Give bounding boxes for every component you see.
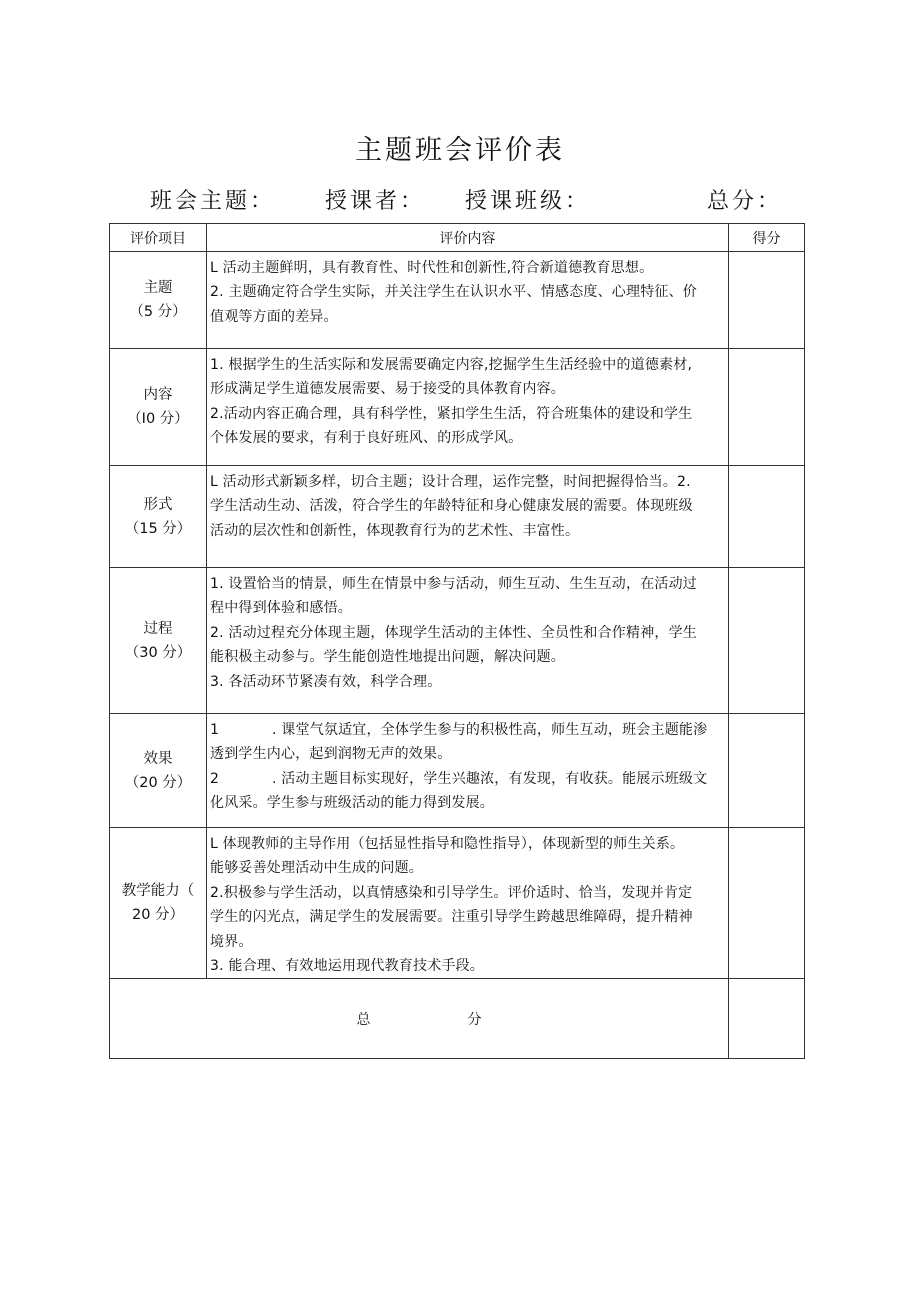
content-line: 透到学生内心，起到润物无声的效果。: [210, 746, 452, 763]
table-row-theme: [110, 252, 805, 349]
item-points: （20 分）: [124, 774, 192, 791]
content-line: [210, 767, 728, 791]
item-points: （30 分）: [124, 644, 192, 661]
content-cell: [207, 714, 729, 828]
total-label-cell: [110, 979, 729, 1059]
page-title: 主题班会评价表: [355, 135, 565, 166]
item-points: 20 分）: [131, 907, 185, 924]
content-line: 学生的闪光点，满足学生的发展需要。注重引导学生跨越思维障碍，提升精神: [210, 909, 693, 926]
total-char-2: 分: [467, 1011, 482, 1028]
header-item: 评价项目: [110, 224, 207, 252]
item-cell: [110, 568, 207, 714]
content-line: 化风采。学生参与班级活动的能力得到发展。: [210, 795, 494, 812]
content-cell: [207, 252, 729, 349]
content-line: 能积极主动参与。学生能创造性地提出问题，解决问题。: [210, 649, 565, 666]
item-name: 教学能力（: [121, 883, 195, 900]
content-line: 境界。: [210, 933, 253, 950]
item-name: 内容: [143, 387, 173, 403]
class-label: 授课班级：: [465, 189, 591, 214]
content-line: L 活动形式新颖多样，切合主题；设计合理，运作完整，时间把握得恰当。2.: [210, 474, 691, 490]
content-line: 程中得到体验和感悟。: [210, 600, 352, 617]
content-cell: [207, 466, 729, 568]
content-line: L 体现教师的主导作用（包括显性指导和隐性指导），体现新型的师生关系。: [210, 836, 685, 852]
list-number: 2: [210, 770, 220, 787]
content-line: 个体发展的要求，有利于良好班风、的形成学风。: [210, 430, 523, 447]
table-row-total: [110, 979, 805, 1059]
content-line: 3. 能合理、有效地运用现代教育技术手段。: [210, 958, 485, 975]
total-char-1: 总: [356, 1011, 371, 1028]
content-line: L 活动主题鲜明，具有教育性、时代性和创新性,符合新道德教育思想。: [210, 260, 654, 276]
content-cell: [207, 828, 729, 979]
item-name: 过程: [143, 620, 173, 637]
content-line: 值观等方面的差异。: [210, 308, 338, 325]
content-line: 能够妥善处理活动中生成的问题。: [210, 860, 423, 877]
content-line: 活动的层次性和创新性，体现教育行为的艺术性、丰富性。: [210, 522, 580, 539]
item-name: 效果: [143, 750, 173, 767]
content-line: 2. 主题确定符合学生实际，并关注学生在认识水平、情感态度、心理特征、价: [210, 284, 698, 301]
item-cell: [110, 349, 207, 466]
evaluation-table: [109, 223, 805, 1059]
table-row-process: [110, 568, 805, 714]
table-row-content: [110, 349, 805, 466]
total-score-label: 总分：: [707, 189, 783, 214]
item-cell: [110, 466, 207, 568]
item-points: （15 分）: [124, 520, 192, 537]
content-cell: [207, 568, 729, 714]
content-text: . 活动主题目标实现好，学生兴趣浓，有发现，有收获。能展示班级文: [272, 770, 708, 787]
score-cell[interactable]: [729, 568, 805, 714]
content-text: . 课堂气氛适宜，全体学生参与的积极性高，师生互动，班会主题能渗: [272, 722, 708, 738]
item-name: 形式: [143, 496, 173, 513]
table-header-row: [110, 224, 805, 252]
content-line: 2.活动内容正确合理，具有科学性，紧扣学生生活，符合班集体的建设和学生: [210, 405, 693, 422]
content-line: 2. 活动过程充分体现主题，体现学生活动的主体性、全员性和合作精神，学生: [210, 624, 698, 641]
header-content: 评价内容: [207, 224, 729, 252]
item-points: （I0 分）: [127, 411, 189, 427]
item-cell: [110, 714, 207, 828]
item-cell: [110, 828, 207, 979]
content-line: 2.积极参与学生活动，以真情感染和引导学生。评价适时、恰当，发现并肯定: [210, 884, 693, 901]
total-score-cell[interactable]: [729, 979, 805, 1059]
content-line: 3. 各活动环节紧凑有效，科学合理。: [210, 673, 442, 690]
table-row-teaching-ability: [110, 828, 805, 979]
header-score: 得分: [729, 224, 805, 252]
item-name: 主题: [143, 280, 173, 296]
score-cell[interactable]: [729, 466, 805, 568]
content-line: 1. 设置恰当的情景，师生在情景中参与活动，师生互动、生生互动，在活动过: [210, 576, 698, 592]
content-cell: [207, 349, 729, 466]
content-line: 形成满足学生道德发展需要、易于接受的具体教育内容。: [210, 381, 565, 398]
table-row-form: [110, 466, 805, 568]
score-cell[interactable]: [729, 252, 805, 349]
teacher-label: 授课者：: [325, 189, 426, 214]
list-number: 1: [210, 722, 220, 738]
score-cell[interactable]: [729, 349, 805, 466]
item-cell: [110, 252, 207, 349]
content-line: [210, 718, 728, 742]
content-line: 1. 根据学生的生活实际和发展需要确定内容,挖掘学生生活经验中的道德素材,: [210, 357, 693, 373]
score-cell[interactable]: [729, 714, 805, 828]
score-cell[interactable]: [729, 828, 805, 979]
table-row-effect: [110, 714, 805, 828]
theme-label: 班会主题：: [150, 189, 276, 214]
content-line: 学生活动生动、活泼，符合学生的年龄特征和身心健康发展的需要。体现班级: [210, 498, 693, 515]
item-points: （5 分）: [129, 304, 187, 320]
